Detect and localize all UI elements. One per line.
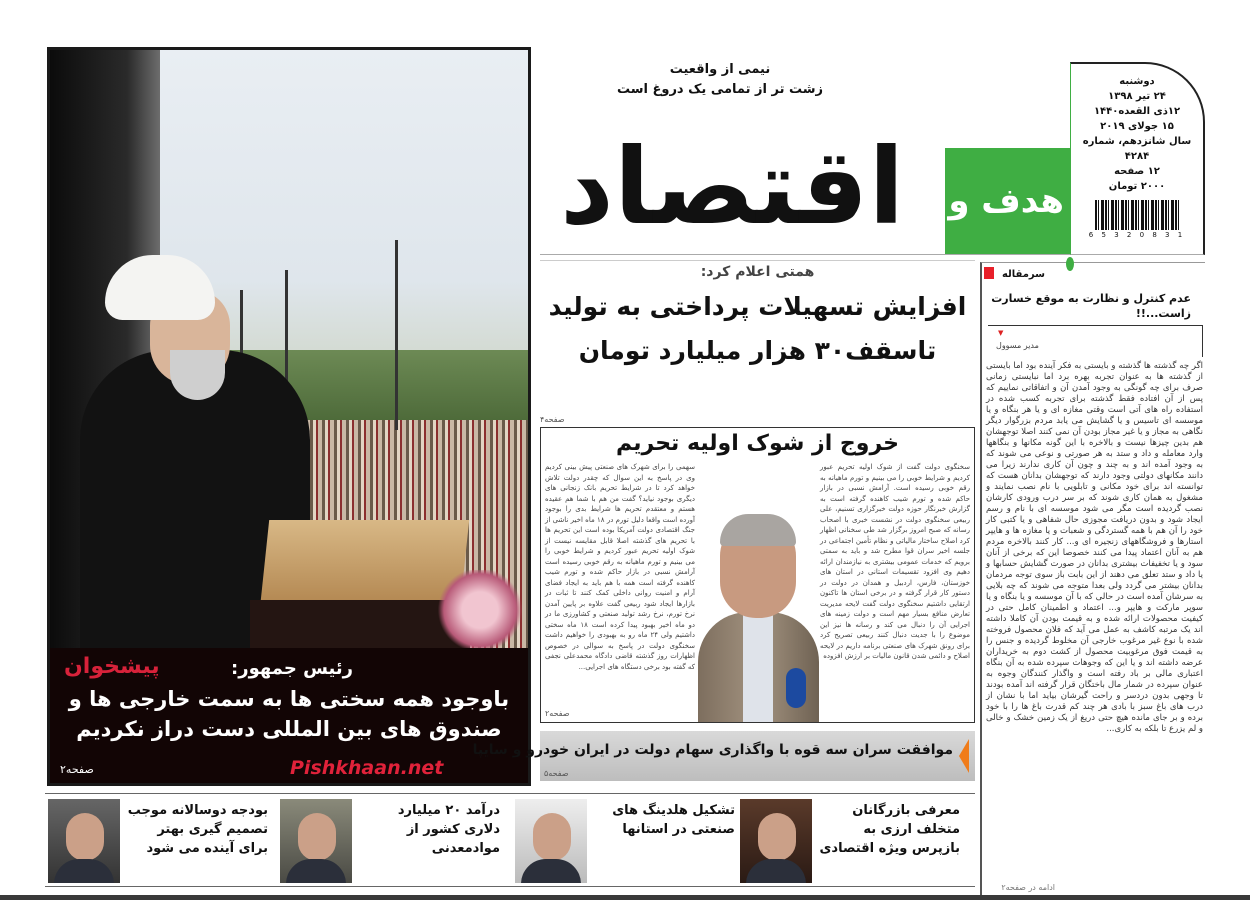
- hero-page-ref: صفحه۲: [60, 763, 94, 776]
- slogan-line: نیمی از واقعیت: [669, 62, 771, 77]
- page-count: ۱۲ صفحه: [1114, 166, 1160, 177]
- photo-suit: [286, 859, 346, 883]
- author-box: [988, 325, 1203, 357]
- date-lunar: ۱۲ذی القعده۱۴۴۰: [1093, 106, 1181, 117]
- strip-headline[interactable]: موافقت سران سه قوه با واگذاری سهام دولت در ایران خودرو و سایپا: [472, 742, 953, 758]
- feature-page-ref: صفحه۲: [545, 709, 570, 718]
- photo-face: [758, 813, 796, 861]
- teaser-photo: [280, 799, 352, 883]
- photo-shirt: [743, 612, 773, 722]
- teaser-item[interactable]: [740, 799, 960, 883]
- feature-title[interactable]: خروج از شوک اولیه تحریم: [616, 431, 899, 456]
- newspaper-logo: اقتصاد: [560, 126, 905, 248]
- strip-page-ref: صفحه۵: [544, 769, 569, 778]
- photo-pole: [395, 240, 398, 430]
- teaser-photo: [515, 799, 587, 883]
- editorial-title[interactable]: عدم کنترل و نظارت به موقع خسارت زاست...!!: [991, 292, 1191, 320]
- photo-suit: [521, 859, 581, 883]
- barcode-number: 1 3 8 0 2 3 5 6: [1088, 231, 1186, 239]
- newspaper-logo-prefix: هدف و: [948, 181, 1064, 221]
- weekday: دوشنبه: [1119, 76, 1155, 87]
- continued-link[interactable]: ادامه در صفحه۲: [1001, 883, 1055, 892]
- teaser-photo: [740, 799, 812, 883]
- photo-face: [298, 813, 336, 861]
- watermark-logo: پیشخوان: [64, 654, 160, 679]
- main-kicker: همتی اعلام کرد:: [700, 264, 815, 280]
- barcode-icon: [1095, 200, 1179, 230]
- year-issue: سال شانزدهم، شماره ۴۲۸۴: [1082, 136, 1192, 162]
- masthead: [540, 50, 1070, 255]
- photo-face: [66, 813, 104, 861]
- teaser-title[interactable]: بودجه دوسالانه موجب تصمیم گیری بهتر برای آینده می شود: [127, 803, 268, 856]
- triangle-down-icon: ▼: [998, 329, 1004, 337]
- watermark-text: Pishkhaan.net: [290, 757, 444, 779]
- main-page-ref: صفحه۴: [540, 415, 565, 424]
- feature-photo: [698, 498, 819, 722]
- photo-suit: [54, 859, 114, 883]
- editorial-column: [980, 262, 1205, 895]
- editorial-label: سرمقاله: [1001, 269, 1045, 280]
- arrow-left-icon: [959, 739, 969, 773]
- lead-photo-story[interactable]: [47, 47, 531, 786]
- main-headline-line2[interactable]: تاسقف۳۰ هزار میلیارد تومان: [578, 336, 937, 365]
- teaser-photo: [48, 799, 120, 883]
- bottom-teasers: [45, 793, 975, 887]
- news-strip[interactable]: [472, 731, 975, 781]
- teaser-title[interactable]: درآمد ۲۰ میلیارد دلاری کشور از موادمعدنی: [397, 803, 500, 856]
- teaser-item[interactable]: [280, 799, 500, 883]
- hero-kicker: رئیس جمهور:: [231, 658, 353, 679]
- date-solar: ۲۴ تیر ۱۳۹۸: [1108, 91, 1166, 102]
- microphone-icon: [786, 668, 806, 708]
- teaser-title[interactable]: معرفی بازرگانان متخلف ارزی به بازپرس ویژه اقتصادی: [819, 803, 960, 856]
- red-square-icon: [984, 267, 994, 279]
- slogan: [615, 60, 825, 100]
- teaser-title[interactable]: تشکیل هلدینگ های صنعتی در استانها: [612, 803, 735, 837]
- hero-headline[interactable]: باوجود همه سختی ها به سمت خارجی ها و صندوق های بین المللی دست دراز نکردیم: [68, 687, 510, 741]
- feature-text-right: سخنگوی دولت گفت از شوک اولیه تحریم عبور کردیم و شرایط خوبی را می بینیم و تورم ماهیانه به رقم خوبی رسیده است. آرامش نسبی در بازار حاکم شده و تورم شیب کاهنده گرفته است به گزارش خبرنگار حوزه دولت خبرگزاری تسنیم، علی ربیعی سخنگوی دولت در نشست خبری با اصحاب رسانه که صبح امروز برگزار شد طی سخنانی اظهار کرد اصلاح ساختار مالیاتی و نظام تأمین اجتماعی در جلسه اخیر سران قوا مطرح شد و باید به سمتی برویم که خدمات عمومی بیشتری به نیازمندان ارائه دهیم وی افزود تقسیمات استانی در استان های خوزستان، فارس، اردبیل و همدان در دولت در دستور کار قرار گرفته و در برخی استان ها تاکنون ارتقایی داشتیم سخنگوی دولت گفت لایحه مدیریت تعارض منافع بسیار مهم است و دولت زمینه های اجرایی آن را دنبال می کند و رسانه ها نیز این موضوع را با جدیت دنبال کنند ربیعی تصریح کرد برای رونق شهرک های صنعتی برنامه داریم در لایحه اصلاح و دائمی شدن قانون مالیات بر ارزش افزوده: [820, 463, 970, 660]
- feature-text-left: سهمی را برای شهرک های صنعتی پیش بینی کردیم وی در پاسخ به این سوال که چقدر دولت تلاش خواهد کرد تا در شرایط تحریم بانک زنجانی های دیگری بوجود نیاید؟ گفت من هم با شما هم عقیده هستم و معتقدم تحریم ها شرایط بدی را بوجود آورده است واقعا دلیل تورم در ۱۸ ماه اخیر ناشی از جنگ اقتصادی دولت آمریکا بوده است این تحریم ها با تحریم های گذشته اصلا قابل مقایسه نیست از شوک اولیه تحریم عبور کردیم و شرایط خوبی را می بینیم و تورم ماهیانه به رقم خوبی رسیده است آرامش نسبی در بازار حاکم شده و تورم شیب کاهنده گرفته است همه با هم باید به ایجاد فضای آرام و امنیت روانی داخلی کمک کنند تا ثبات در بازارها ایجاد شود ربیعی گفت علاوه بر پایین آمدن نرخ تورم، نرخ رشد تولید صنعتی و کشاورزی ما در دو ماه اخیر بهبود پیدا کرده است ۱۸ ماه سختی داشتیم ولی ۲۴ ماه رو به بهبودی را خواهیم داشت سخنگوی دولت در پاسخ به سوالی در خصوص اظهارات روز گذشته قاضی دادگاه محمدعلی نجفی که گفته بود برخی دستگاه های اجرایی...: [545, 463, 695, 671]
- main-story[interactable]: [540, 260, 975, 425]
- date-gregorian: ۱۵ جولای ۲۰۱۹: [1100, 121, 1174, 132]
- leaf-icon: [1066, 257, 1074, 271]
- editorial-body: اگر چه گذشته ها گذشته و بایستی به فکر آینده بود اما بایستی از گذشته ها به عنوان تجربه بهره برد اما نبایستی زمانی صرف برای چه گونگی به وجود آمدن آن و اتفاقاتی نماییم که پس از آن افتاده فقط گذشته برای تجربه کسب شده در استفاده راه های آتی است وقتی مغازه ای و یا هر بنگاه و یا موسسه ای تاسیس و یا گشایش می یابد مردم بزرگوار دیگر نگاهی به مجاز و یا غیر مجاز بودن آن نمی کنند اصلا توجهشان هم بدین چیزها نیست و بالاخره با این گونه مکانها و بنگاهها وارد معامله و داد و ستد به هر صورتی و نوعی می شوند که به وجود آمده اند و به چند و چون آن کاری ندارند زیرا می دانند مکانهای دولتی وجود دارند که توجهشان بدانان هست که توانسته اند برای خود مکانی و تابلویی با نام نصب نمایند و مشغول به همان کاری شوند که بر سر درب ورودی کارشان نصب گردیده است مگر می شود موسسه ای با نام و رسم ایجاد شود و بدون دریافت مجوزی حال شفاهی و یا کتبی کار خود را آن هم با همه گستردگی و شعبات و یا مغازه ها و هایپر استارها و فروشگاههای زنجیره ای و... کار کنند بالاخره مردم هم به آنان اعتماد پیدا می کنند خصوصا این که برخی از آنان سود و یا تخفیفات بیشتری بدانان در صورت گشایش حسابها و یا داد و ستد تعلق می دهند از این بابت باز سوی توجه مردمان بدانان بیشتر می گردد ولی بعدا متوجه می شوند که چه بلایی به سرشان آمده است در حالی که با آن موسسه و یا بنگاه و یا سوپر مارکت و هایپر و... اعتماد و اطمینان کامل حتی در کیفیت محصولات ارائه شده و به قیمت بودن آن کاملا داشته اند یک مرتبه کاشف به عمل می آید که فلان محصول فروخته شده با نوع غیر مرغوب خارجی آن مخلوط گردیده و جنس را به قیمت فوق مرغوبیت محصول از کشت دوم به خریداران عرضه داشته اند و یا این که وجوهات سپرده شده به آن بنگاه اعتباری مالی بر باد رفته است و واگذار کنندگان وجوه به عنوان سپرده در شمار مال باختگان قرار گرفته اند آمده بودند تا وجهی بدون دردسر و راحت گیرشان بیاید اما با نشان از درب های باغ سبز با بادی هر چند کم قدرت باغ ها را با خود برده و بر جای مانده هیچ حتی دریغ از یک زمین خشک و خالی و لم یزرع تا بلکه به کاری...: [986, 361, 1203, 734]
- photo-hair: [720, 514, 796, 546]
- author-name: مدیر مسوول: [996, 341, 1039, 350]
- photo-suit: [746, 859, 806, 883]
- photo-flowers: [435, 570, 525, 650]
- price: ۲۰۰۰ تومان: [1108, 181, 1166, 192]
- slogan-line: زشت تر از تمامی یک دروغ است: [616, 82, 824, 97]
- teaser-item[interactable]: [48, 799, 268, 883]
- teaser-item[interactable]: [515, 799, 735, 883]
- bottom-bar: [0, 895, 1250, 900]
- main-headline-line1[interactable]: افزایش تسهیلات پرداختی به تولید: [548, 292, 967, 321]
- issue-info-box: [1070, 62, 1205, 255]
- photo-face: [533, 813, 571, 861]
- feature-story[interactable]: [540, 427, 975, 723]
